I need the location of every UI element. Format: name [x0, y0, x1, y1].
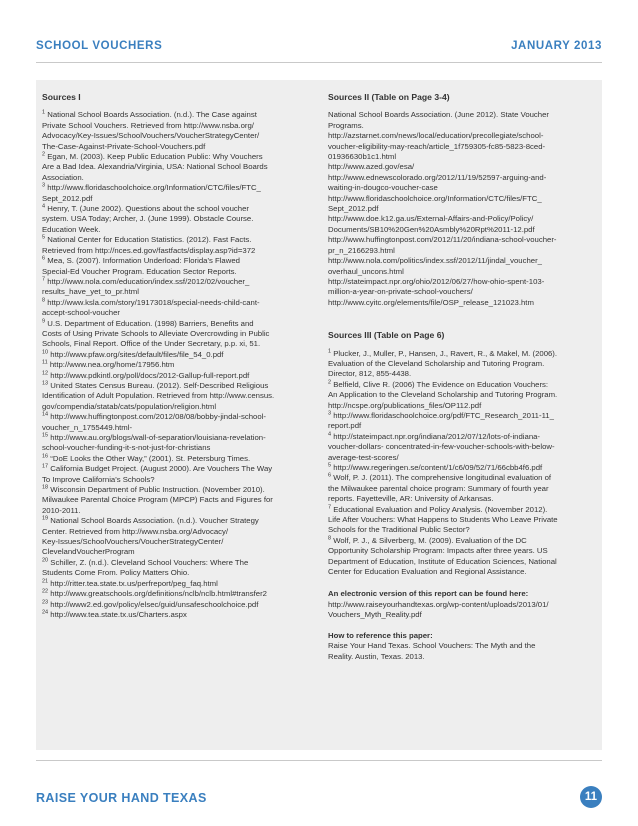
footer-org-name: RAISE YOUR HAND TEXAS	[36, 791, 207, 805]
reference-number: 9	[42, 317, 46, 324]
reference-item	[42, 610, 313, 620]
reference-item	[42, 152, 313, 183]
reference-number: 17	[42, 463, 49, 470]
reference-line: Belfield, Clive R. (2006) The Evidence on Education Vouchers:	[333, 379, 549, 389]
reference-number: 12	[42, 369, 49, 376]
source-line: pr_n_2166293.html	[328, 245, 395, 255]
page-number-badge: 11	[580, 786, 602, 808]
reference-number: 21	[42, 578, 49, 585]
reference-line: Sept_2012.pdf	[42, 193, 93, 203]
right-column	[328, 92, 590, 662]
reference-number: 1	[328, 347, 332, 354]
sources-panel	[36, 80, 602, 750]
reference-item	[42, 381, 313, 412]
reference-line: Are a Bad Idea. Alexandria/Virginia, USA: National School Boards	[42, 162, 268, 172]
reference-item	[328, 473, 590, 504]
reference-number: 23	[42, 598, 49, 605]
reference-line: Center for Education Evaluation and Regional Assistance.	[328, 567, 527, 577]
reference-line: U.S. Department of Education. (1998) Barriers, Benefits and	[47, 318, 254, 328]
reference-line: Education Week.	[42, 224, 101, 234]
reference-number: 20	[42, 557, 49, 564]
reference-number: 3	[328, 410, 332, 417]
reference-line: Egan, M. (2003). Keep Public Education Public: Why Vouchers	[47, 152, 263, 162]
reference-line: National School Boards Association. (n.d.). Voucher Strategy	[50, 516, 259, 526]
left-column	[42, 92, 313, 620]
reference-line: Plucker, J., Muller, P., Hansen, J., Ravert, R., & Makel, M. (2006).	[333, 348, 558, 358]
reference-line: Director, 812, 855-4438.	[328, 369, 412, 379]
reference-line: Wolf, P. J., & Silverberg, M. (2009). Evaluation of the DC	[333, 535, 527, 545]
sources-1-list	[42, 110, 313, 620]
reference-line: Schiller, Z. (n.d.). Cleveland School Vouchers: Where The	[50, 557, 249, 567]
reference-item	[328, 463, 590, 473]
reference-number: 4	[42, 203, 46, 210]
reference-line: Center. Retrieved from http://www.nsba.org/Advocacy/	[42, 526, 229, 536]
header-title: SCHOOL VOUCHERS	[36, 40, 163, 52]
reference-line: voucher_n_1755449.html-	[42, 422, 133, 432]
reference-item	[42, 277, 313, 298]
reference-number: 24	[42, 609, 49, 616]
reference-item	[42, 319, 313, 350]
reference-number: 22	[42, 588, 49, 595]
sources-2-title: Sources II (Table on Page 3-4)	[328, 92, 450, 102]
reference-line: system. USA Today; Archer, J. (June 1999). Obstacle Course.	[42, 214, 254, 224]
reference-line: National Center for Education Statistics. (2012). Fast Facts.	[47, 235, 252, 245]
reference-line: http://www.pdkintl.org/poll/docs/2012-Gallup-full-report.pdf	[50, 370, 250, 380]
reference-line: http://www.floridaschoolchoice.org/pdf/FTC_Research_2011-11_	[333, 410, 554, 420]
reference-line: Educational Evaluation and Policy Analysis. (November 2012).	[333, 504, 548, 514]
reference-item	[42, 298, 313, 319]
reference-number: 6	[328, 472, 332, 479]
reference-line: Costs of Using Private Schools to Alleviate Overcrowding in Public	[42, 328, 270, 338]
reference-line: average-test-scores/	[328, 452, 399, 462]
reference-line: Henry, T. (June 2002). Questions about the school voucher	[47, 204, 249, 214]
source-line: http://www.doe.k12.ga.us/External-Affairs-and-Policy/Policy/	[328, 214, 534, 224]
reference-item	[42, 371, 313, 381]
reference-line: Private School Vouchers. Retrieved from http://www.nsba.org/	[42, 120, 254, 130]
reference-line: http://ncspe.org/publications_files/OP112.pdf	[328, 400, 482, 410]
source-line: voucher-eligibility-may-reach/article_1f759305-fc85-5823-8ced-	[328, 141, 546, 151]
reference-number: 1	[42, 109, 46, 116]
reference-line: gov/compendia/statab/cats/population/religion.html	[42, 401, 217, 411]
reference-line: report.pdf	[328, 421, 362, 431]
reference-line: accept-school-voucher	[42, 308, 120, 318]
reference-number: 18	[42, 484, 49, 491]
source-line: http://www.ednewscolorado.org/2012/11/19/52597-arguing-and-	[328, 172, 547, 182]
reference-number: 5	[328, 462, 332, 469]
reference-line: http://www.tea.state.tx.us/Charters.aspx	[50, 609, 187, 619]
reference-line: the Milwaukee parental choice program: Summary of fourth year	[328, 483, 549, 493]
reference-number: 7	[328, 504, 332, 511]
reference-line: Special-Ed Voucher Program. Education Sector Reports.	[42, 266, 237, 276]
reference-line: http://www.floridaschoolchoice.org/Information/CTC/files/FTC_	[47, 183, 261, 193]
reference-item	[42, 454, 313, 464]
source-line: National School Boards Association. (June 2012). State Voucher	[328, 110, 550, 120]
source-line: Sept_2012.pdf	[328, 204, 379, 214]
sources-2-list	[328, 110, 590, 308]
reference-item	[42, 433, 313, 454]
reference-line: ClevelandVoucherProgram	[42, 547, 135, 557]
source-line: waiting-in-dougco-voucher-case	[328, 183, 438, 193]
reference-line: Identification of Adult Population. Retrieved from http://www.census.	[42, 391, 275, 401]
reference-number: 8	[328, 535, 332, 542]
source-line: http://www.nola.com/politics/index.ssf/2012/11/jindal_voucher_	[328, 256, 542, 266]
reference-line: An Application to the Cleveland Scholarship and Tutoring Program.	[328, 390, 558, 400]
reference-line: voucher-dollars- concentrated-in-few-voucher-schools-with-below-	[328, 442, 555, 452]
reference-number: 10	[42, 349, 49, 356]
reference-line: “DoE Looks the Other Way,” (2001). St. Petersburg Times.	[50, 453, 251, 463]
reference-item	[42, 600, 313, 610]
report-url-line: http://www.raiseyourhandtexas.org/wp-content/uploads/2013/01/	[328, 599, 549, 609]
reference-line: http://www.au.org/blogs/wall-of-separation/louisiana-revelation-	[50, 433, 266, 442]
reference-line: Key-Issues/SchoolVouchers/VoucherStrategyCenter/	[42, 537, 224, 547]
reference-item	[328, 432, 590, 463]
reference-line: Advocacy/Key-Issues/SchoolVouchers/VoucherStrategyCenter/	[42, 131, 260, 141]
sources-3-list	[328, 349, 590, 578]
reference-line: reports. Fayetteville, AR: University of Arkansas.	[328, 494, 494, 504]
citation-line: Raise Your Hand Texas. School Vouchers: The Myth and the	[328, 641, 536, 651]
source-line: http://www.cyitc.org/elements/file/OSP_release_121023.htm	[328, 297, 534, 307]
reference-line: http://www.pfaw.org/sites/default/files/file_54_0.pdf	[50, 349, 224, 359]
reference-line: Opportunity Scholarship Program: Impacts after three years. US	[328, 546, 548, 556]
reference-line: http://www.greatschools.org/definitions/nclb/nclb.html#transfer2	[50, 589, 267, 599]
header-date: JANUARY 2013	[511, 40, 602, 52]
reference-line: school-voucher-funding-it-s-not-just-for-christians	[42, 443, 211, 453]
source-line: Documents/SB10%20Gen%20Asmbly%20Rpt%2011-12.pdf	[328, 224, 535, 234]
reference-line: Life After Vouchers: What Happens to Students Who Leave Private	[328, 515, 558, 525]
reference-number: 8	[42, 297, 46, 304]
reference-line: Milwaukee Parental Choice Program (MPCP) Facts and Figures for	[42, 495, 273, 505]
reference-item	[42, 350, 313, 360]
reference-item	[42, 589, 313, 599]
reference-number: 13	[42, 380, 49, 387]
reference-number: 19	[42, 515, 49, 522]
reference-line: Department of Education, Institute of Education Sciences, National	[328, 556, 557, 566]
source-line: 01936630b1c1.html	[328, 152, 397, 162]
reference-number: 16	[42, 453, 49, 460]
footer-divider	[36, 760, 602, 761]
reference-line: http://www.nea.org/home/17956.htm	[49, 360, 175, 370]
header-divider	[36, 62, 602, 63]
reference-item	[328, 411, 590, 432]
reference-item	[328, 380, 590, 411]
reference-line: http://ritter.tea.state.tx.us/perfreport/peg_faq.html	[50, 578, 218, 588]
electronic-version-link[interactable]	[328, 600, 590, 621]
reference-line: http://stateimpact.npr.org/indiana/2012/07/12/lots-of-indiana-	[333, 431, 541, 441]
reference-number: 6	[42, 255, 46, 262]
reference-number: 7	[42, 276, 46, 283]
reference-heading: How to reference this paper:	[328, 630, 433, 640]
reference-number: 2	[42, 151, 46, 158]
reference-line: http://www.nola.com/education/index.ssf/2012/02/voucher_	[47, 276, 250, 286]
reference-item	[42, 360, 313, 370]
source-line: http://www.huffingtonpost.com/2012/11/20/indiana-school-voucher-	[328, 235, 557, 245]
reference-item	[42, 579, 313, 589]
reference-item	[42, 110, 313, 152]
reference-number: 15	[42, 432, 49, 439]
source-line: overhaul_uncons.html	[328, 266, 404, 276]
reference-item	[42, 256, 313, 277]
reference-number: 5	[42, 234, 46, 241]
citation-line: Reality. Austin, Texas. 2013.	[328, 651, 425, 661]
source-line: Programs.	[328, 120, 364, 130]
reference-line: http://www.regeringen.se/content/1/c6/09/52/71/66cbb4f6.pdf	[333, 463, 543, 472]
reference-line: National School Boards Association. (n.d.). The Case against	[47, 110, 257, 120]
reference-item	[42, 204, 313, 235]
reference-line: 2010-2011.	[42, 505, 81, 515]
reference-line: Students Come From. Policy Matters Ohio.	[42, 568, 190, 578]
reference-item	[42, 235, 313, 256]
electronic-version-heading: An electronic version of this report can be found here:	[328, 589, 529, 599]
reference-number: 11	[42, 359, 48, 366]
reference-item	[42, 516, 313, 558]
reference-line: http://www.huffingtonpost.com/2012/08/08/bobby-jindal-school-	[50, 412, 266, 422]
reference-item	[328, 505, 590, 536]
reference-item	[42, 558, 313, 579]
reference-line: To Improve California's Schools?	[42, 474, 155, 484]
reference-line: The-Case-Against-Private-School-Vouchers.pdf	[42, 141, 206, 151]
reference-item	[328, 349, 590, 380]
reference-item	[42, 412, 313, 433]
source-line: http://www.azed.gov/esa/	[328, 162, 415, 172]
source-line: http://azstarnet.com/news/local/education/precollegiate/school-	[328, 131, 544, 141]
reference-number: 4	[328, 431, 332, 438]
reference-number: 3	[42, 182, 46, 189]
reference-item	[42, 183, 313, 204]
report-url-line: Vouchers_Myth_Reality.pdf	[328, 610, 422, 620]
reference-line: Schools for the Traditional Public Sector?	[328, 525, 470, 535]
source-line: http://www.floridaschoolchoice.org/Information/CTC/files/FTC_	[328, 193, 542, 203]
sources-1-title: Sources I	[42, 92, 81, 102]
reference-line: Mea, S. (2007). Information Underload: Florida's Flawed	[47, 256, 240, 266]
source-line: million-a-year-on-private-school-vouchers/	[328, 287, 473, 297]
reference-number: 14	[42, 411, 49, 418]
reference-number: 2	[328, 379, 332, 386]
reference-line: United States Census Bureau. (2012). Self-Described Religious	[50, 380, 269, 390]
reference-item	[328, 536, 590, 578]
reference-line: Wolf, P. J. (2011). The comprehensive longitudinal evaluation of	[333, 473, 552, 483]
reference-line: California Budget Project. (August 2000). Are Vouchers The Way	[50, 464, 273, 474]
reference-line: Association.	[42, 172, 84, 182]
reference-item	[42, 485, 313, 516]
reference-item	[42, 464, 313, 485]
reference-line: Wisconsin Department of Public Instruction. (November 2010).	[50, 485, 265, 495]
reference-text	[328, 641, 590, 662]
reference-line: results_have_yet_to_pr.html	[42, 287, 139, 297]
reference-line: Retrieved from http://nces.ed.gov/fastfacts/display.asp?id=372	[42, 245, 256, 255]
reference-line: http://www.ksla.com/story/19173018/special-needs-child-cant-	[47, 297, 260, 307]
sources-3-title: Sources III (Table on Page 6)	[328, 330, 445, 341]
source-line: http://stateimpact.npr.org/ohio/2012/06/27/how-ohio-spent-103-	[328, 276, 545, 286]
reference-line: Evaluation of the Cleveland Scholarship and Tutoring Program.	[328, 358, 545, 368]
reference-line: Schools, Final Report. Office of the Under Secretary, p.p. xi, 51.	[42, 339, 261, 349]
reference-line: http://www2.ed.gov/policy/elsec/guid/unsafeschoolchoice.pdf	[50, 599, 259, 609]
